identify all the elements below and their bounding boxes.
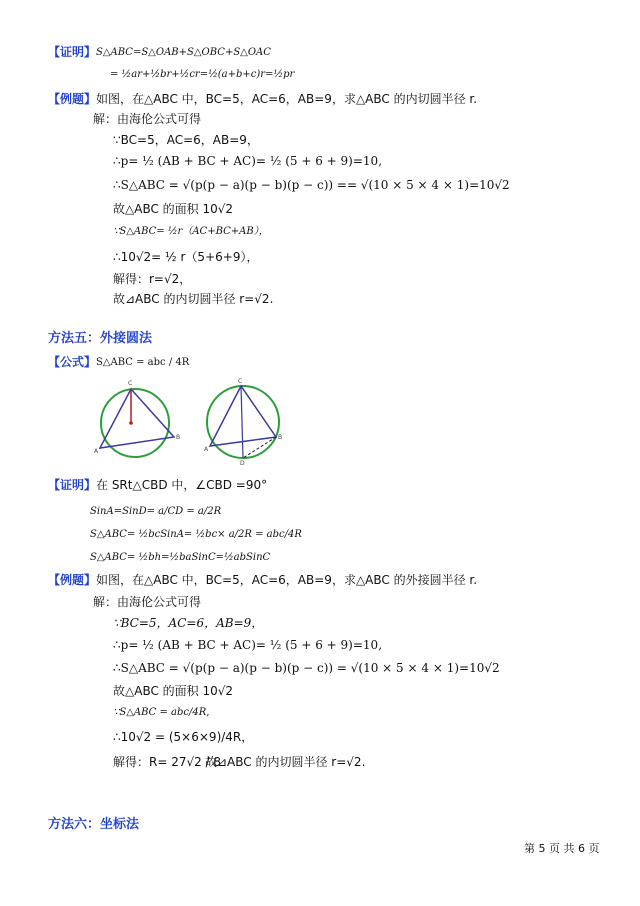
proof-line: S△ABC= ½bh=½baSinC=½abSinC [90,552,271,563]
solution-step: ∴10√2= ½ r（5+6+9）， [113,250,259,264]
proof-line: SinA=SinD= a/CD = a/2R [90,506,222,517]
solution-step: 解得：R= 27√2 / 8 [113,755,222,769]
solution-intro: 解：由海伦公式可得 [93,595,202,609]
example-tag: 【例题】 [48,92,97,106]
solution-step: 故△ABC 的面积 10√2 [113,684,234,698]
section-heading: 方法六：坐标法 [48,817,140,832]
incircle-figure [88,375,188,461]
formula-tag: 【公式】 [48,355,97,369]
solution-step: ∴p= ½ (AB + BC + AC)= ½ (5 + 6 + 9)=10, [113,154,383,168]
solution-step: ∵BC=5，AC=6，AB=9， [113,616,264,630]
example-question: 如图，在△ABC 中，BC=5，AC=6，AB=9，求△ABC 的外接圆半径 r. [96,573,478,587]
solution-step: ∵BC=5，AC=6，AB=9， [113,133,259,147]
solution-step: 故△ABC 的面积 10√2 [113,202,234,216]
vertex-label-a: A [204,446,209,453]
solution-step: ∵S△ABC = abc/4R, [113,707,210,718]
solution-step: 解得：r=√2， [113,272,192,286]
proof-tag: 【证明】 [48,478,97,492]
solution-step: ∴S△ABC = √(p(p − a)(p − b)(p − c)) == √(10 × 5 × 4 × 1)=10√2 [113,178,510,192]
solution-step: ∴p= ½ (AB + BC + AC)= ½ (5 + 6 + 9)=10, [113,638,383,652]
vertex-label-b: B [176,434,181,441]
solution-step: ∴10√2 = (5×6×9)/4R， [113,730,254,744]
solution-step: ∵S△ABC= ½r（AC+BC+AB）， [113,226,269,237]
solution-step: 故⊿ABC 的内切圆半径 r=√2. [205,755,366,769]
proof-line: = ½ar+½br+½cr=½(a+b+c)r=½pr [110,69,295,80]
page-number: 第 5 页 共 6 页 [524,842,600,855]
vertex-label-d: D [240,460,245,465]
proof-line: S△ABC= ½bcSinA= ½bc× a/2R = abc/4R [90,529,302,540]
example-tag: 【例题】 [48,573,97,587]
formula-text: S△ABC = abc / 4R [96,357,190,368]
proof-intro: 在 SRt△CBD 中，∠CBD =90° [96,478,268,492]
section-heading: 方法五：外接圆法 [48,331,153,346]
solution-step: 故⊿ABC 的内切圆半径 r=√2. [113,292,274,306]
vertex-label-a: A [94,448,99,455]
proof-line: S△ABC=S△OAB+S△OBC+S△OAC [96,47,271,58]
vertex-label-c: C [238,378,243,385]
solution-intro: 解：由海伦公式可得 [93,112,202,126]
vertex-label-b: B [278,434,283,441]
example-question: 如图，在△ABC 中，BC=5，AC=6，AB=9，求△ABC 的内切圆半径 r. [96,92,478,106]
proof-tag: 【证明】 [48,45,97,59]
circumcircle-figure [202,375,292,465]
solution-step: ∴S△ABC = √(p(p − a)(p − b)(p − c)) = √(10 × 5 × 4 × 1)=10√2 [113,661,500,675]
vertex-label-c: C [128,380,133,387]
